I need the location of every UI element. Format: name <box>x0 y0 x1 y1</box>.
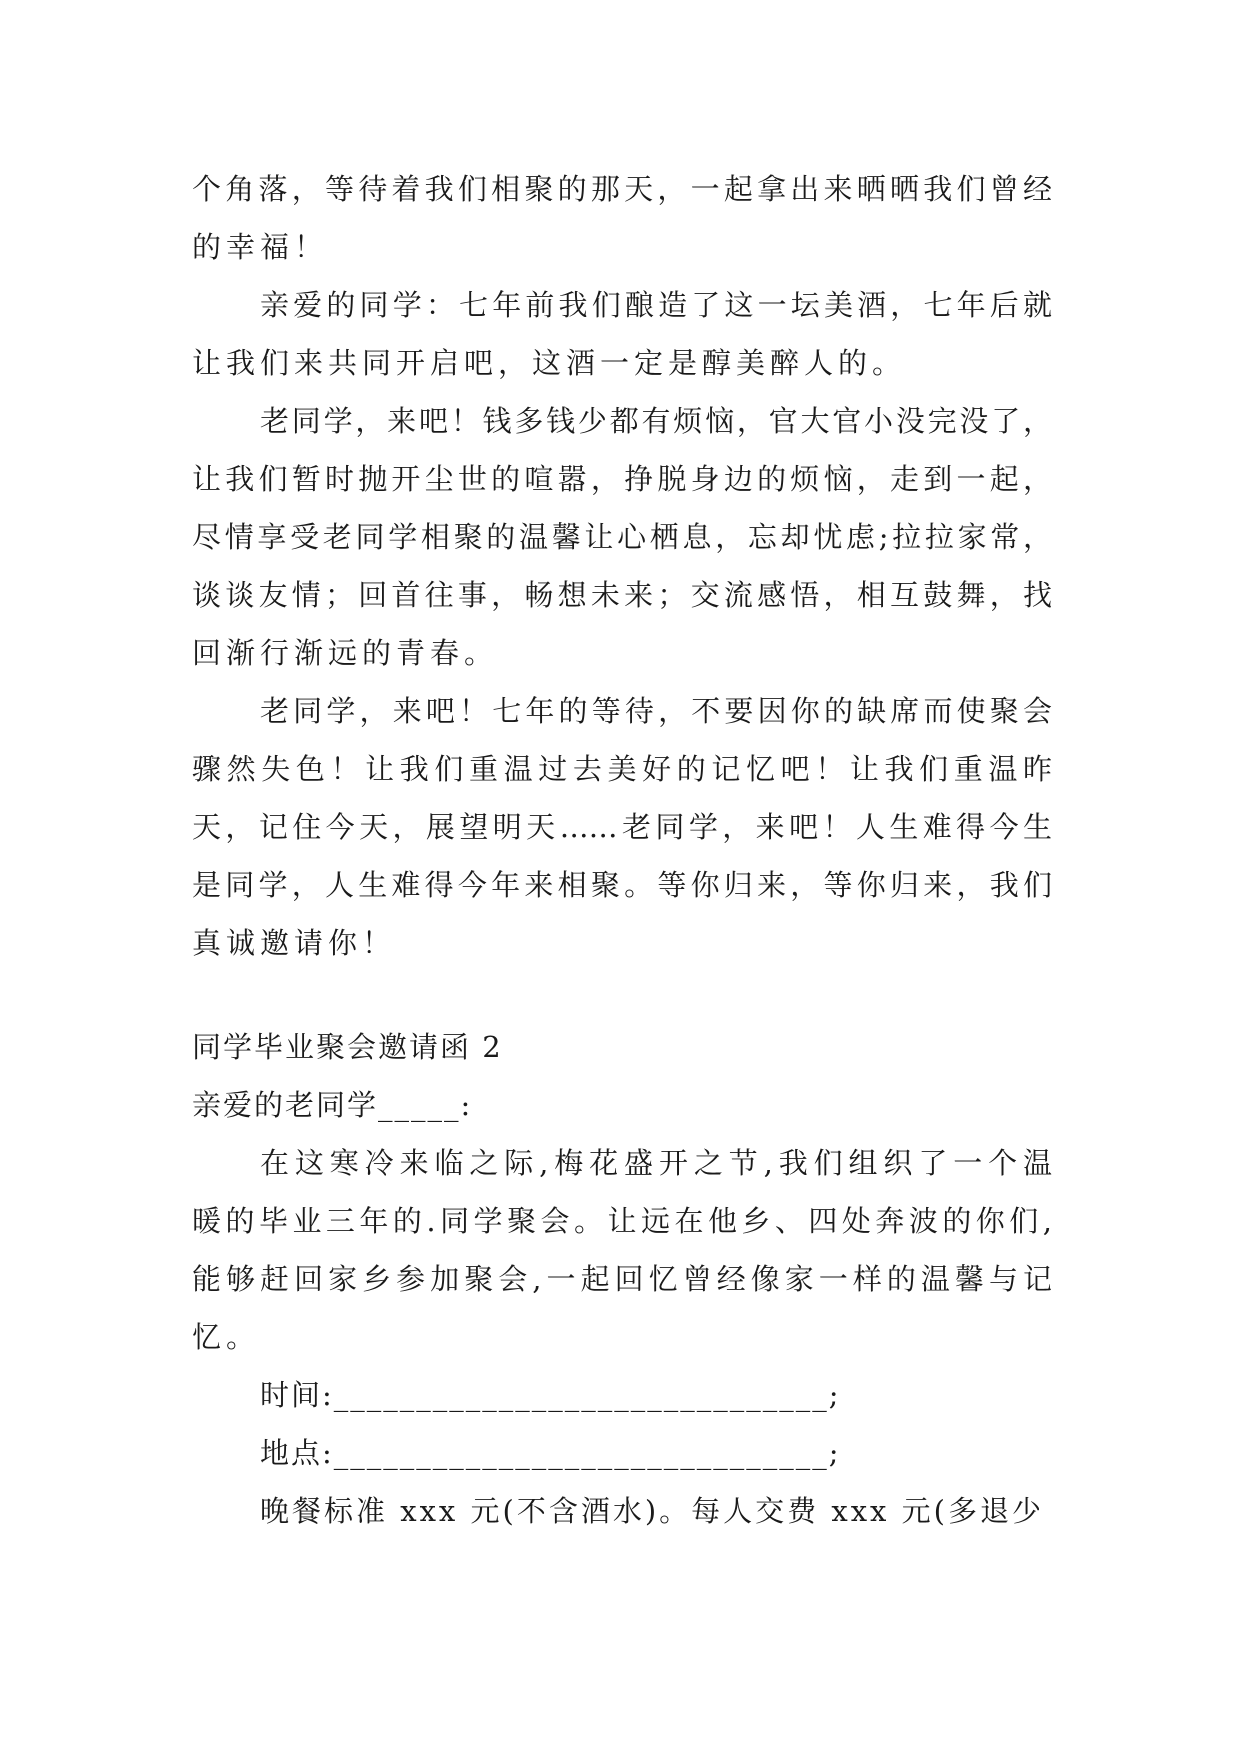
text-line: 回渐行渐远的青春。 <box>192 636 499 670</box>
text-line: 让我们来共同开启吧，这酒一定是醇美醉人的。 <box>192 346 907 380</box>
text-line: 老同学，来吧！七年的等待，不要因你的缺席而使聚会 <box>260 694 1052 728</box>
paragraph-4 <box>192 682 1052 972</box>
text-line: 个角落，等待着我们相聚的那天，一起拿出来晒晒我们曾经 <box>192 172 1052 206</box>
text-line: 能够赶回家乡参加聚会,一起回忆曾经像家一样的温馨与记 <box>192 1262 1052 1296</box>
text-line: 真诚邀请你！ <box>192 926 397 960</box>
paragraph-1 <box>192 160 1052 276</box>
text-line: 在这寒冷来临之际,梅花盛开之节,我们组织了一个温 <box>260 1146 1052 1180</box>
text-line: 的幸福！ <box>192 230 329 264</box>
text-line: 骤然失色！让我们重温过去美好的记忆吧！让我们重温昨 <box>192 752 1052 786</box>
text-line: 天，记住今天，展望明天……老同学，来吧！人生难得今生 <box>192 810 1052 844</box>
paragraph-2 <box>192 276 1052 392</box>
text-line: 暖的毕业三年的.同学聚会。让远在他乡、四处奔波的你们, <box>192 1204 1052 1238</box>
intro-paragraph <box>192 1134 1052 1366</box>
place-field: 地点:______________________________; <box>260 1436 841 1470</box>
section-title: 同学毕业聚会邀请函 2 <box>192 1030 503 1064</box>
paragraph-3 <box>192 392 1052 682</box>
fee-line: 晚餐标准 xxx 元(不含酒水)。每人交费 xxx 元(多退少 <box>260 1494 1044 1528</box>
text-line: 谈谈友情；回首往事，畅想未来；交流感悟，相互鼓舞，找 <box>192 578 1052 612</box>
document-page <box>192 160 1052 1540</box>
text-line: 忆。 <box>192 1320 261 1354</box>
text-line: 老同学，来吧！钱多钱少都有烦恼，官大官小没完没了， <box>260 404 1052 438</box>
text-line: 让我们暂时抛开尘世的喧嚣，挣脱身边的烦恼，走到一起， <box>192 462 1052 496</box>
text-line: 是同学，人生难得今年来相聚。等你归来，等你归来，我们 <box>192 868 1052 902</box>
salutation: 亲爱的老同学_____: <box>192 1088 473 1122</box>
time-field: 时间:______________________________; <box>260 1378 841 1412</box>
text-line: 亲爱的同学：七年前我们酿造了这一坛美酒，七年后就 <box>260 288 1052 322</box>
text-line: 尽情享受老同学相聚的温馨让心栖息，忘却忧虑;拉拉家常， <box>192 520 1052 554</box>
